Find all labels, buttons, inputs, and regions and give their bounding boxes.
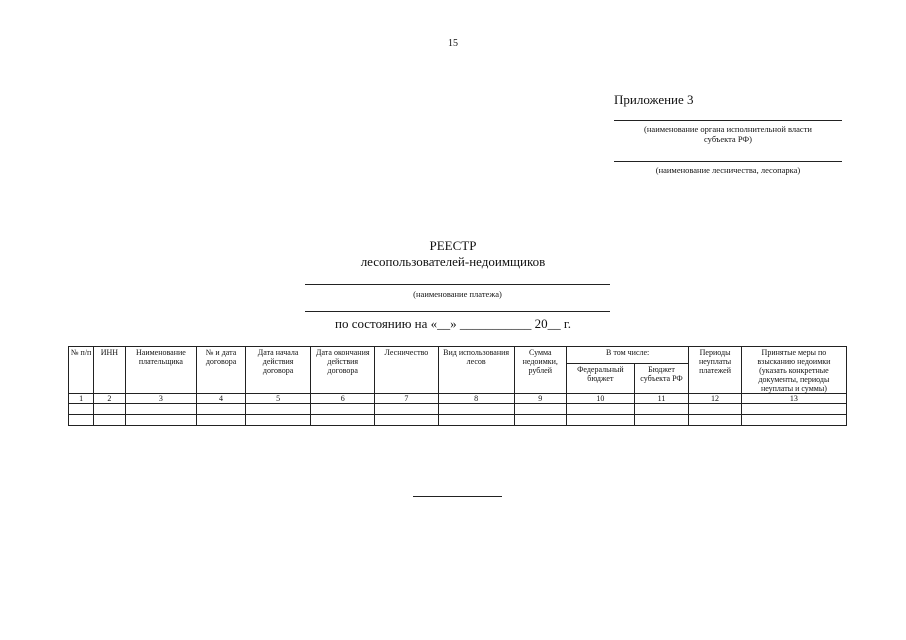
page-number: 15 bbox=[448, 38, 458, 49]
payment-caption: (наименование платежа) bbox=[413, 289, 502, 299]
header-cell: Сумма недоимки, рублей bbox=[514, 347, 567, 394]
registry-subtitle: лесопользователей-недоимщиков bbox=[360, 254, 546, 269]
forestry-caption: (наименование лесничества, лесопарка) bbox=[655, 165, 801, 175]
column-number: 12 bbox=[689, 394, 742, 404]
column-number: 9 bbox=[514, 394, 567, 404]
registry-title-block bbox=[0, 238, 906, 270]
column-number: 2 bbox=[94, 394, 125, 404]
column-number: 10 bbox=[567, 394, 635, 404]
payment-line bbox=[305, 284, 610, 285]
header-cell: № и дата договора bbox=[197, 347, 245, 394]
header-cell: Вид использования лесов bbox=[438, 347, 514, 394]
column-number: 11 bbox=[634, 394, 689, 404]
column-number: 3 bbox=[125, 394, 197, 404]
column-number: 1 bbox=[69, 394, 94, 404]
appendix-title: Приложение 3 bbox=[614, 92, 694, 107]
column-number: 8 bbox=[438, 394, 514, 404]
header-cell: Наименование плательщика bbox=[125, 347, 197, 394]
column-number: 5 bbox=[245, 394, 311, 404]
header-cell: Дата начала действия договора bbox=[245, 347, 311, 394]
registry-table bbox=[68, 346, 847, 426]
header-cell: ИНН bbox=[94, 347, 125, 394]
header-cell: Дата окончания действия договора bbox=[311, 347, 375, 394]
header-group-cell: В том числе: bbox=[567, 347, 689, 364]
header-cell: Бюджет субъекта РФ bbox=[634, 363, 689, 393]
table-row bbox=[69, 404, 847, 415]
column-number-row bbox=[69, 394, 847, 404]
table-row bbox=[69, 415, 847, 426]
as-of-date: по состоянию на «__» ___________ 20__ г. bbox=[334, 316, 572, 331]
authority-caption bbox=[612, 124, 844, 144]
header-cell: Лесничество bbox=[375, 347, 439, 394]
column-number: 4 bbox=[197, 394, 245, 404]
authority-line bbox=[614, 120, 842, 121]
footer-separator-line bbox=[413, 496, 502, 497]
authority-caption-line-2: субъекта РФ) bbox=[704, 134, 752, 144]
registry-title: РЕЕСТР bbox=[429, 238, 477, 253]
header-cell: № п/п bbox=[69, 347, 94, 394]
payment-line-2 bbox=[305, 311, 610, 312]
column-number: 13 bbox=[741, 394, 846, 404]
header-row bbox=[69, 347, 847, 364]
header-cell: Федеральный бюджет bbox=[567, 363, 635, 393]
column-number: 6 bbox=[311, 394, 375, 404]
header-cell: Периоды неуплаты платежей bbox=[689, 347, 742, 394]
header-cell: Принятые меры по взысканию недоимки (указать конкретные документы, периоды неуплаты и суммы) bbox=[741, 347, 846, 394]
column-number: 7 bbox=[375, 394, 439, 404]
forestry-line bbox=[614, 161, 842, 162]
authority-caption-line-1: (наименование органа исполнительной власти bbox=[644, 124, 812, 134]
